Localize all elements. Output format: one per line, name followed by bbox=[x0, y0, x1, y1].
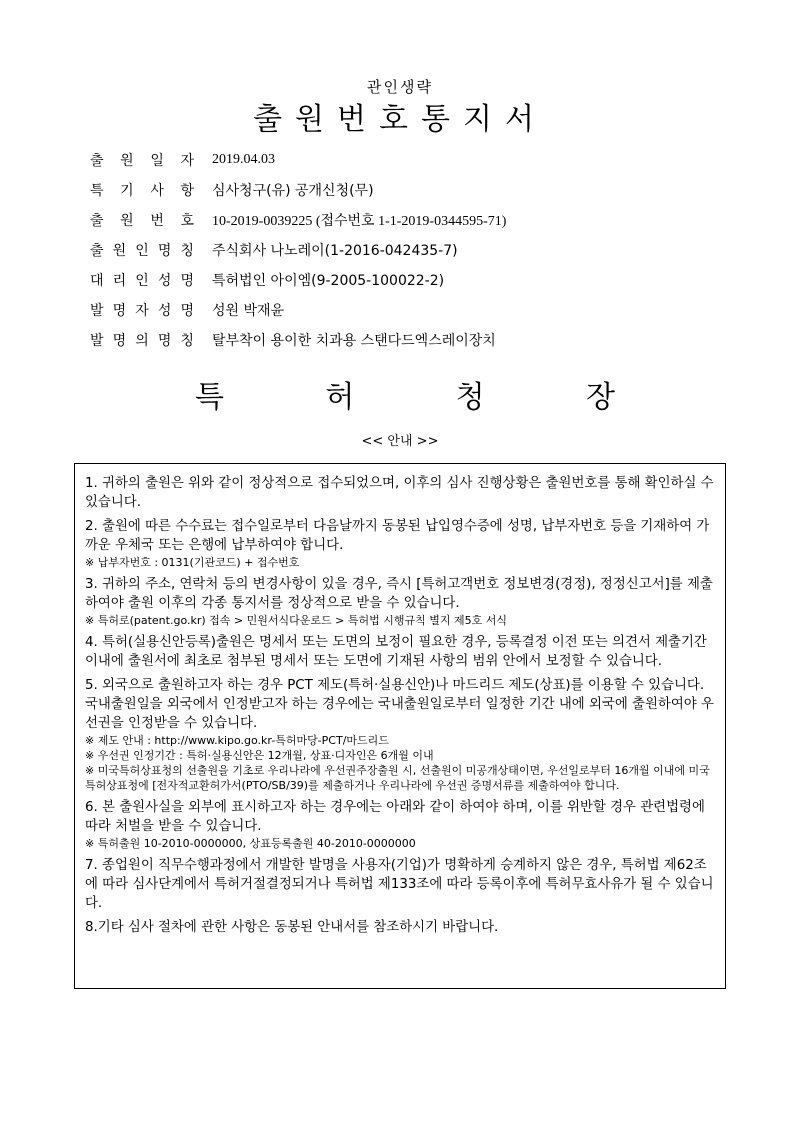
label-char: 대 bbox=[90, 273, 104, 289]
label-char: 원 bbox=[120, 153, 134, 169]
label-char: 칭 bbox=[180, 243, 194, 259]
guide-text: 7. 종업원이 직무수행과정에서 개발한 발명을 사용자(기업)가 명확하게 승계하지 않은 경우, 특허법 제62조에 따라 심사단계에서 특허거절결정되거나 특허법 제133조에 따라 등록이후에 특허무효사유가 될 수 있습니다. bbox=[85, 858, 714, 911]
document-title: 출원번호통지서 bbox=[253, 102, 547, 137]
field-label bbox=[90, 300, 194, 320]
field-row-applicant bbox=[90, 235, 506, 265]
field-row-agent bbox=[90, 265, 506, 295]
issuer-char: 장 bbox=[585, 380, 615, 415]
label-char: 출 bbox=[90, 153, 104, 169]
label-char: 성 bbox=[157, 303, 172, 319]
seal-omitted-label: 관인생략 bbox=[367, 78, 433, 96]
guide-text: 3. 귀하의 주소, 연락처 등의 변경사항이 있을 경우, 즉시 [특허고객번호 정보변경(경정), 정정신고서]를 제출하여야 출원 이후의 각종 통지서를 정상적으로 받을 수 있습니다. bbox=[85, 577, 713, 611]
issuer-char: 허 bbox=[325, 380, 355, 415]
guide-item bbox=[85, 676, 715, 793]
label-char: 발 bbox=[90, 303, 104, 319]
label-char: 자 bbox=[180, 153, 194, 169]
guide-item bbox=[85, 633, 715, 671]
field-row-inventor bbox=[90, 295, 506, 325]
field-value: 특허법인 아이엠(9-2005-100022-2) bbox=[212, 273, 445, 289]
label-char: 자 bbox=[135, 303, 149, 319]
label-char: 발 bbox=[90, 333, 104, 349]
field-value: 심사청구(유) 공개신청(무) bbox=[212, 183, 374, 199]
label-char: 항 bbox=[180, 183, 194, 199]
guide-note: ※ 제도 안내 : http://www.kipo.go.kr-특허마당-PCT/마드리드 bbox=[85, 734, 389, 747]
guide-note: ※ 납부자번호 : 0131(기관코드) + 접수번호 bbox=[85, 556, 300, 569]
label-char: 칭 bbox=[180, 333, 194, 349]
label-char: 일 bbox=[150, 153, 164, 169]
label-char: 출 bbox=[90, 243, 104, 259]
guide-item bbox=[85, 517, 715, 570]
label-char: 번 bbox=[150, 213, 164, 229]
label-char: 인 bbox=[135, 243, 149, 259]
field-label bbox=[90, 270, 194, 290]
field-label bbox=[90, 150, 194, 170]
guide-item bbox=[85, 856, 715, 913]
label-char: 원 bbox=[112, 243, 127, 259]
field-value: 주식회사 나노레이(1-2016-042435-7) bbox=[212, 243, 458, 259]
label-char: 기 bbox=[120, 183, 134, 199]
field-row-application-number bbox=[90, 205, 506, 235]
label-char: 명 bbox=[157, 243, 172, 259]
guide-note: ※ 미국특허상표청의 선출원을 기초로 우리나라에 우선권주장출원 시, 선출원이 미공개상태이면, 우선일로부터 16개월 이내에 미국특허상표청에 [전자적교환허가서(PTO/SB/39)를 제출하거나 우리나라에 우선권 증명서류를 제출하여야 합니다. bbox=[85, 764, 710, 792]
guide-item bbox=[85, 798, 715, 851]
label-char: 출 bbox=[90, 213, 104, 229]
label-char: 명 bbox=[180, 273, 194, 289]
guide-box bbox=[74, 463, 726, 989]
application-info bbox=[90, 145, 506, 355]
label-char: 사 bbox=[150, 183, 164, 199]
label-char: 명 bbox=[112, 303, 127, 319]
field-label bbox=[90, 180, 194, 200]
label-char: 성 bbox=[157, 273, 172, 289]
label-char: 인 bbox=[135, 273, 149, 289]
guide-item bbox=[85, 918, 715, 937]
guide-text: 2. 출원에 따른 수수료는 접수일로부터 다음날까지 동봉된 납입영수증에 성명, 납부자번호 등을 기재하여 가까운 우체국 또는 은행에 납부하여야 합니다. bbox=[85, 519, 710, 553]
guide-text: 4. 특허(실용신안등록)출원은 명세서 또는 도면의 보정이 필요한 경우, 등록결정 이전 또는 의견서 제출기간 이내에 출원서에 최초로 첨부된 명세서 또는 도면에 기재된 사항의 범위 안에서 보정할 수 있습니다. bbox=[85, 635, 707, 669]
label-char: 리 bbox=[112, 273, 127, 289]
label-char: 의 bbox=[135, 333, 149, 349]
label-char: 호 bbox=[180, 213, 194, 229]
label-char: 명 bbox=[112, 333, 127, 349]
label-char: 명 bbox=[180, 303, 194, 319]
guide-note: ※ 특허로(patent.go.kr) 접속 > 민원서식다운로드 > 특허법 시행규칙 별지 제5호 서식 bbox=[85, 614, 507, 627]
field-label bbox=[90, 240, 194, 260]
field-row-filing-date bbox=[90, 145, 506, 175]
field-label bbox=[90, 210, 194, 230]
guide-text: 8.기타 심사 절차에 관한 사항은 동봉된 안내서를 참조하시기 바랍니다. bbox=[85, 920, 499, 935]
guide-text: 1. 귀하의 출원은 위와 같이 정상적으로 접수되었으며, 이후의 심사 진행상황은 출원번호를 통해 확인하실 수 있습니다. bbox=[85, 476, 714, 510]
guide-text: 6. 본 출원사실을 외부에 표시하고자 하는 경우에는 아래와 같이 하여야 하며, 이를 위반할 경우 관련법령에 따라 처벌을 받을 수 있습니다. bbox=[85, 800, 705, 834]
issuer-char: 청 bbox=[455, 380, 485, 415]
guide-text: 5. 외국으로 출원하고자 하는 경우 PCT 제도(특허·실용신안)나 마드리드 제도(상표)를 이용할 수 있습니다. 국내출원일을 외국에서 인정받고자 하는 경우에는 국내출원일로부터 일정한 기간 내에 외국에 출원하여야 우선권을 인정받을 수 있습니다. bbox=[85, 678, 714, 731]
label-char: 특 bbox=[90, 183, 104, 199]
issuer-char: 특 bbox=[195, 380, 224, 415]
field-value: 성원 박재윤 bbox=[212, 303, 285, 319]
label-char: 원 bbox=[120, 213, 134, 229]
field-label bbox=[90, 330, 194, 350]
guide-note: ※ 우선권 인정기간 : 특허·실용신안은 12개월, 상표·디자인은 6개월 이내 bbox=[85, 749, 434, 762]
guide-item bbox=[85, 575, 715, 628]
field-row-remarks bbox=[90, 175, 506, 205]
guide-item bbox=[85, 474, 715, 512]
issuer-kipo-commissioner bbox=[195, 372, 615, 416]
label-char: 명 bbox=[157, 333, 172, 349]
field-row-invention-title bbox=[90, 325, 506, 355]
field-value: 2019.04.03 bbox=[212, 152, 275, 167]
field-value: 탈부착이 용이한 치과용 스탠다드엑스레이장치 bbox=[212, 333, 496, 349]
field-value: 10-2019-0039225 (접수번호 1-1-2019-0344595-71) bbox=[212, 214, 507, 229]
guide-note: ※ 특허출원 10-2010-0000000, 상표등록출원 40-2010-0000000 bbox=[85, 837, 416, 850]
guide-heading: << 안내 >> bbox=[361, 434, 439, 449]
